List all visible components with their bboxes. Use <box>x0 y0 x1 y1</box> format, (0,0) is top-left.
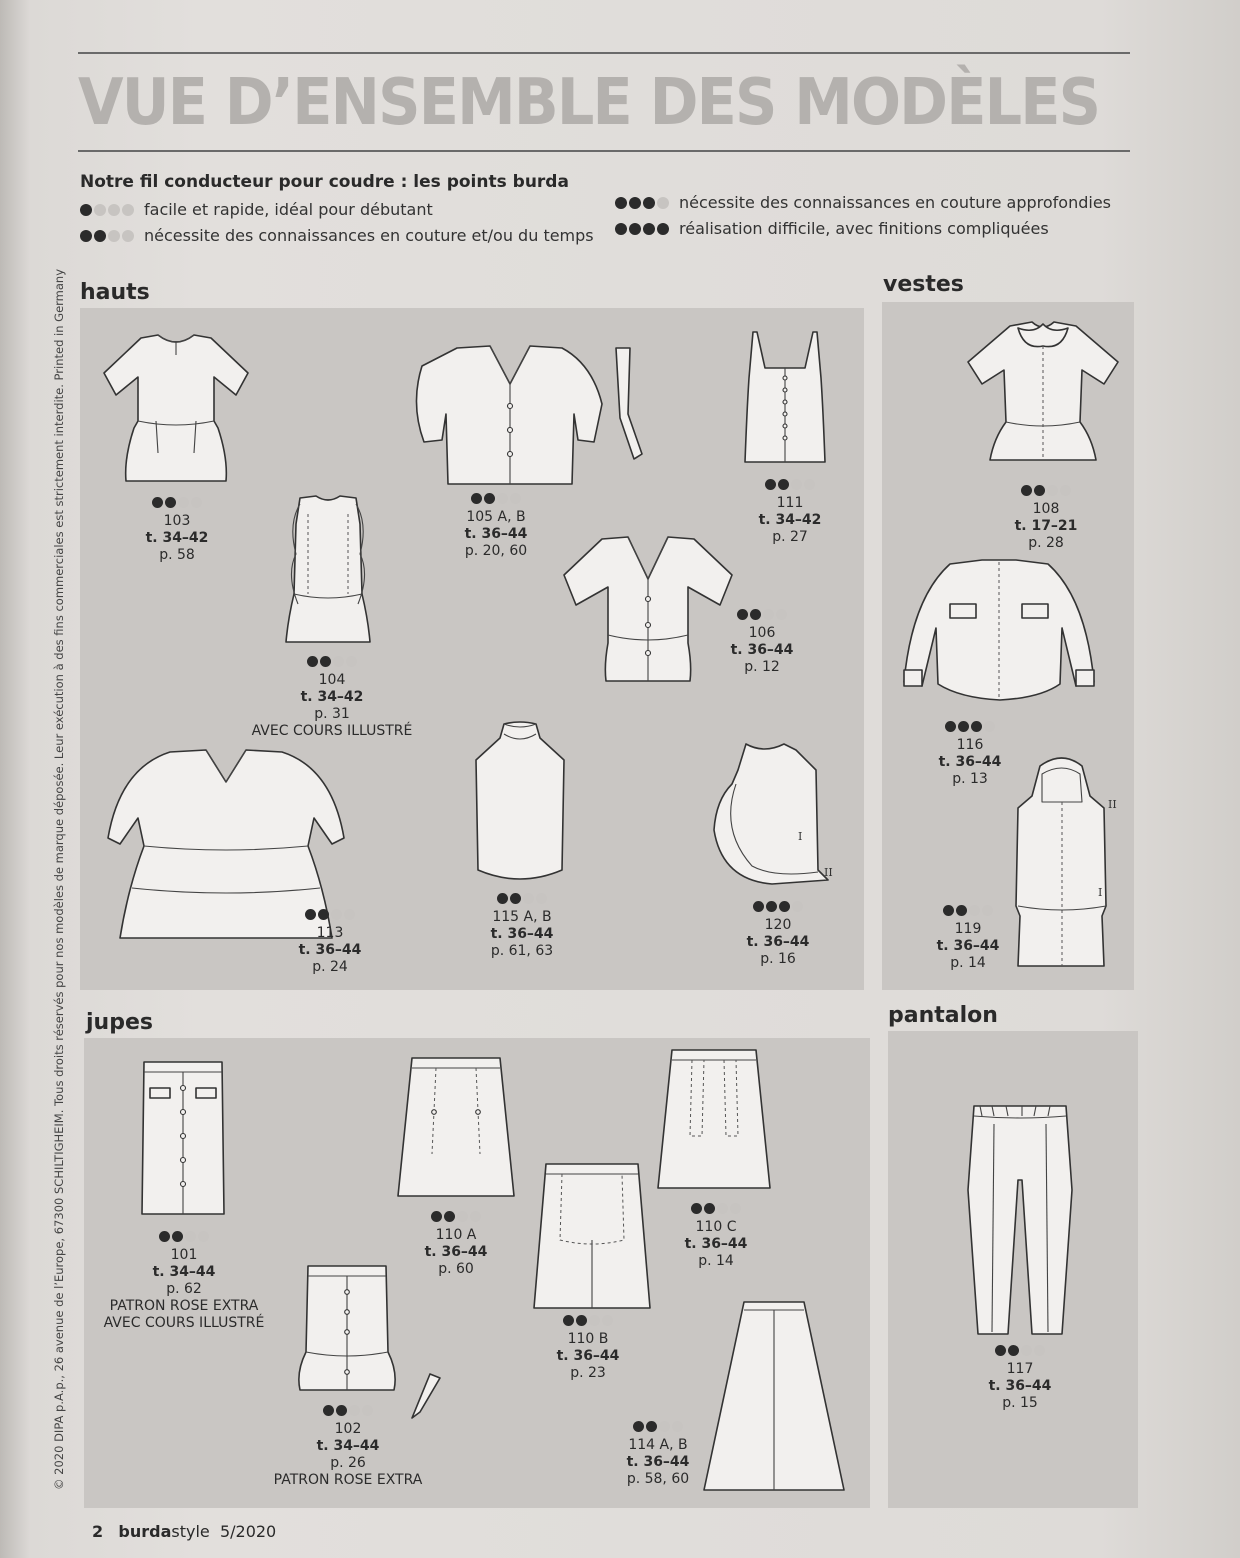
drawing-119 <box>1010 756 1122 974</box>
model-number: 116 <box>956 737 984 753</box>
legend-level-3 <box>615 193 1111 212</box>
model-page: p. 28 <box>1028 535 1064 551</box>
drawing-120 <box>712 740 836 888</box>
drawing-115 <box>470 720 570 886</box>
model-note: PATRON ROSE EXTRA <box>109 1298 259 1314</box>
difficulty-dots <box>497 893 547 904</box>
difficulty-dots <box>753 901 803 912</box>
model-note: AVEC COURS ILLUSTRÉ <box>251 723 413 739</box>
difficulty-dots <box>305 909 355 920</box>
difficulty-dots <box>563 1315 613 1326</box>
difficulty-dots <box>945 721 995 732</box>
difficulty-dots <box>80 204 134 216</box>
drawing-102 <box>290 1262 466 1420</box>
model-number: 101 <box>170 1247 198 1263</box>
title-rule <box>78 150 1130 152</box>
model-120 <box>732 900 824 968</box>
model-sizes: t. 34–44 <box>152 1264 216 1280</box>
drawing-103 <box>96 333 256 493</box>
model-102 <box>262 1404 434 1489</box>
model-number: 115 A, B <box>492 909 552 925</box>
legend-text: facile et rapide, idéal pour débutant <box>144 200 433 219</box>
model-number: 110 C <box>695 1219 737 1235</box>
model-page: p. 14 <box>950 955 986 971</box>
difficulty-dots <box>323 1405 373 1416</box>
model-sizes: t. 34–42 <box>758 512 822 528</box>
drawing-116 <box>890 558 1108 716</box>
model-number: 119 <box>954 921 982 937</box>
model-page: p. 62 <box>166 1281 202 1297</box>
model-sizes: t. 36–44 <box>424 1244 488 1260</box>
page-number: 2 <box>92 1522 104 1541</box>
model-page: p. 20, 60 <box>464 543 528 559</box>
page-title: VUE D’ENSEMBLE DES MODÈLES <box>78 66 1100 140</box>
issue: 5/2020 <box>219 1522 277 1541</box>
drawing-110b <box>532 1160 652 1314</box>
model-page: p. 31 <box>314 706 350 722</box>
drawing-108 <box>962 320 1124 468</box>
difficulty-dots <box>471 493 521 504</box>
section-title-pantalon: pantalon <box>888 1003 998 1028</box>
model-101 <box>94 1230 274 1332</box>
top-rule <box>78 52 1130 54</box>
model-number: 102 <box>334 1421 362 1437</box>
model-page: p. 58, 60 <box>626 1471 690 1487</box>
legend-text: nécessite des connaissances en couture approfondies <box>679 193 1112 212</box>
model-number: 120 <box>764 917 792 933</box>
difficulty-dots <box>765 479 815 490</box>
model-sizes: t. 36–44 <box>464 526 528 542</box>
legend-level-1 <box>80 200 433 219</box>
difficulty-dots <box>995 1345 1045 1356</box>
model-page: p. 15 <box>1002 1395 1038 1411</box>
legend-text: réalisation difficile, avec finitions compliquées <box>679 219 1049 238</box>
drawing-101 <box>138 1058 228 1220</box>
copyright-vertical: © 2020 DIPA p.A.p., 26 avenue de l’Europe, 67300 SCHILTIGHEIM. Tous droits réservés pour nos modèles de marque déposée. Leur exécution à des fins commerciales est strictement interdite. Printed in Germany <box>52 268 66 1490</box>
brand-bold: burda <box>118 1522 172 1541</box>
model-sizes: t. 36–44 <box>938 754 1002 770</box>
mark-one: I <box>1098 886 1103 899</box>
model-page: p. 26 <box>330 1455 366 1471</box>
model-page: p. 58 <box>159 547 195 563</box>
model-sizes: t. 36–44 <box>556 1348 620 1364</box>
model-117 <box>974 1344 1066 1412</box>
mark-two: II <box>824 866 833 879</box>
drawing-114 <box>700 1298 846 1494</box>
model-sizes: t. 17–21 <box>1014 518 1078 534</box>
model-110a <box>410 1210 502 1278</box>
mark-two: II <box>1108 798 1117 811</box>
drawing-105 <box>402 344 642 494</box>
model-sizes: t. 36–44 <box>936 938 1000 954</box>
model-number: 110 A <box>435 1227 477 1243</box>
model-110c <box>670 1202 762 1270</box>
model-sizes: t. 34–44 <box>316 1438 380 1454</box>
model-note-2: AVEC COURS ILLUSTRÉ <box>103 1315 265 1331</box>
difficulty-dots <box>159 1231 209 1242</box>
model-number: 110 B <box>567 1331 609 1347</box>
model-number: 106 <box>748 625 776 641</box>
model-number: 113 <box>316 925 344 941</box>
difficulty-dots <box>431 1211 481 1222</box>
model-number: 105 A, B <box>466 509 526 525</box>
legend-title: Notre fil conducteur pour coudre : les points burda <box>80 172 569 192</box>
model-page: p. 61, 63 <box>490 943 554 959</box>
drawing-111 <box>735 328 835 468</box>
model-number: 114 A, B <box>628 1437 688 1453</box>
model-page: p. 13 <box>952 771 988 787</box>
model-page: p. 14 <box>698 1253 734 1269</box>
model-page: p. 60 <box>438 1261 474 1277</box>
drawing-110a <box>396 1054 516 1202</box>
model-111 <box>744 478 836 546</box>
model-sizes: t. 36–44 <box>730 642 794 658</box>
model-108 <box>1000 484 1092 552</box>
difficulty-dots <box>691 1203 741 1214</box>
model-104 <box>232 655 432 740</box>
model-page: p. 12 <box>744 659 780 675</box>
model-sizes: t. 34–42 <box>300 689 364 705</box>
model-sizes: t. 36–44 <box>988 1378 1052 1394</box>
model-number: 103 <box>163 513 191 529</box>
difficulty-dots <box>307 656 357 667</box>
section-title-vestes: vestes <box>883 272 964 297</box>
model-103 <box>132 496 222 564</box>
model-113 <box>284 908 376 976</box>
model-page: p. 16 <box>760 951 796 967</box>
model-116 <box>924 720 1016 788</box>
model-sizes: t. 34–42 <box>145 530 209 546</box>
mark-one: I <box>798 830 803 843</box>
difficulty-dots <box>943 905 993 916</box>
model-sizes: t. 36–44 <box>746 934 810 950</box>
model-110b <box>542 1314 634 1382</box>
model-number: 104 <box>318 672 346 688</box>
drawing-106 <box>560 535 736 685</box>
difficulty-dots <box>615 223 669 235</box>
model-114 <box>610 1420 706 1488</box>
difficulty-dots <box>615 197 669 209</box>
model-sizes: t. 36–44 <box>298 942 362 958</box>
model-number: 117 <box>1006 1361 1034 1377</box>
model-number: 111 <box>776 495 804 511</box>
model-note: PATRON ROSE EXTRA <box>273 1472 423 1488</box>
legend-level-2 <box>80 226 594 245</box>
difficulty-dots <box>1021 485 1071 496</box>
legend-text: nécessite des connaissances en couture et/ou du temps <box>144 226 594 245</box>
model-sizes: t. 36–44 <box>626 1454 690 1470</box>
model-106 <box>716 608 808 676</box>
difficulty-dots <box>633 1421 683 1432</box>
legend-level-4 <box>615 219 1049 238</box>
model-page: p. 27 <box>772 529 808 545</box>
difficulty-dots <box>737 609 787 620</box>
model-sizes: t. 36–44 <box>684 1236 748 1252</box>
difficulty-dots <box>80 230 134 242</box>
model-page: p. 23 <box>570 1365 606 1381</box>
model-page: p. 24 <box>312 959 348 975</box>
drawing-117 <box>966 1100 1074 1342</box>
page-footer <box>92 1522 276 1541</box>
section-title-hauts: hauts <box>80 280 150 305</box>
drawing-104 <box>278 494 378 646</box>
model-115 <box>474 892 570 960</box>
model-105 <box>450 492 542 560</box>
drawing-110c <box>656 1046 772 1194</box>
difficulty-dots <box>152 497 202 508</box>
model-sizes: t. 36–44 <box>490 926 554 942</box>
brand-rest: style <box>171 1522 210 1541</box>
model-119 <box>922 904 1014 972</box>
section-title-jupes: jupes <box>86 1010 153 1035</box>
model-number: 108 <box>1032 501 1060 517</box>
